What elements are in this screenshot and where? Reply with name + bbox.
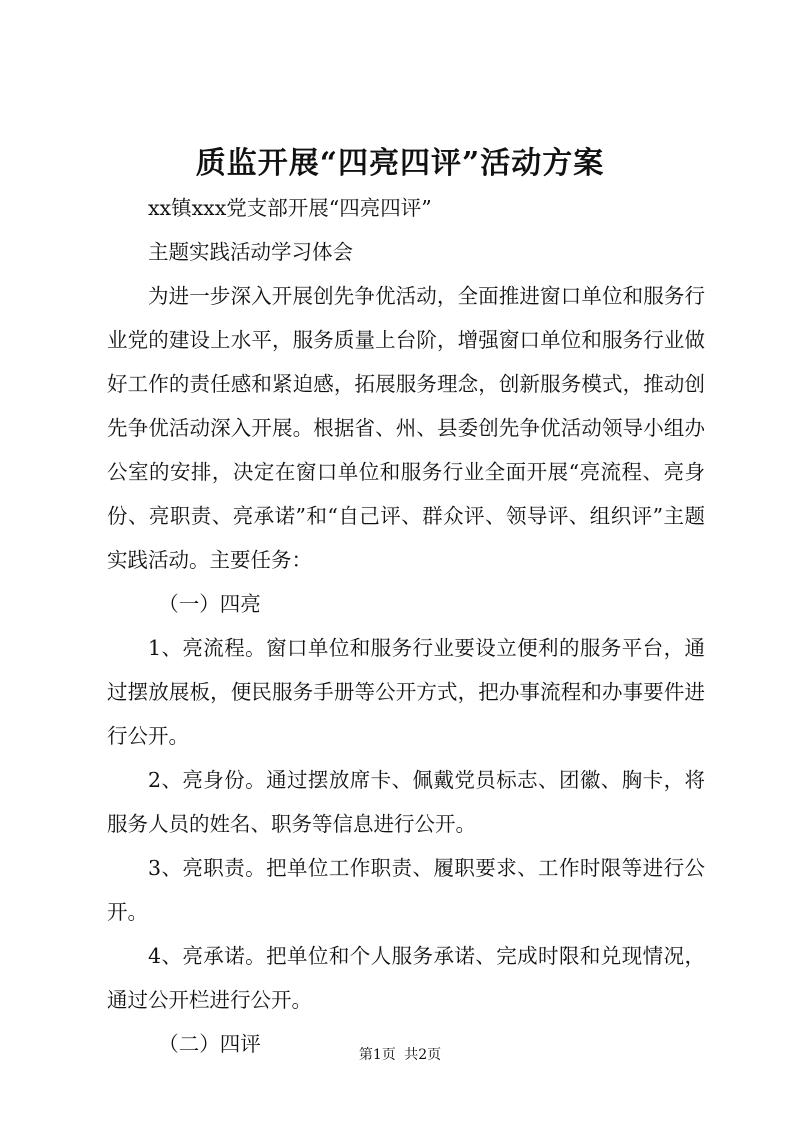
paragraph-item-1: 1、亮流程。窗口单位和服务行业要设立便利的服务平台，通过摆放展板，便民服务手册等公开方式，把办事流程和办事要件进行公开。 [107,636,705,748]
paragraph-item-2: 2、亮身份。通过摆放席卡、佩戴党员标志、团徽、胸卡，将服务人员的姓名、职务等信息进行公开。 [107,768,705,836]
page-footer [0,1045,800,1065]
document-body [107,186,705,1066]
document-title: 质监开展“四亮四评”活动方案 [195,146,605,181]
paragraph-subtitle-line2: 主题实践活动学习体会 [148,240,353,264]
paragraph-item-3: 3、亮职责。把单位工作职责、履职要求、工作时限等进行公开。 [107,856,705,924]
section-heading-four-liang: （一）四亮 [158,592,261,616]
paragraph-subtitle-line1: xx镇xxx党支部开展“四亮四评” [148,196,432,220]
paragraph-item-4: 4、亮承诺。把单位和个人服务承诺、完成时限和兑现情况，通过公开栏进行公开。 [107,944,705,1012]
page-total: 共2页 [404,1047,442,1063]
paragraph-intro: 为进一步深入开展创先争优活动，全面推进窗口单位和服务行业党的建设上水平，服务质量上台阶，增强窗口单位和服务行业做好工作的责任感和紧迫感，拓展服务理念，创新服务模式，推动创先争优活动深入开展。根据省、州、县委创先争优活动领导小组办公室的安排，决定在窗口单位和服务行业全面开展“亮流程、亮身份、亮职责、亮承诺”和“自己评、群众评、领导评、组织评”主题实践活动。主要任务： [107,284,705,572]
page-number: 第1页 [358,1047,396,1063]
section-heading-four-ping: （二）四评 [158,1032,261,1056]
